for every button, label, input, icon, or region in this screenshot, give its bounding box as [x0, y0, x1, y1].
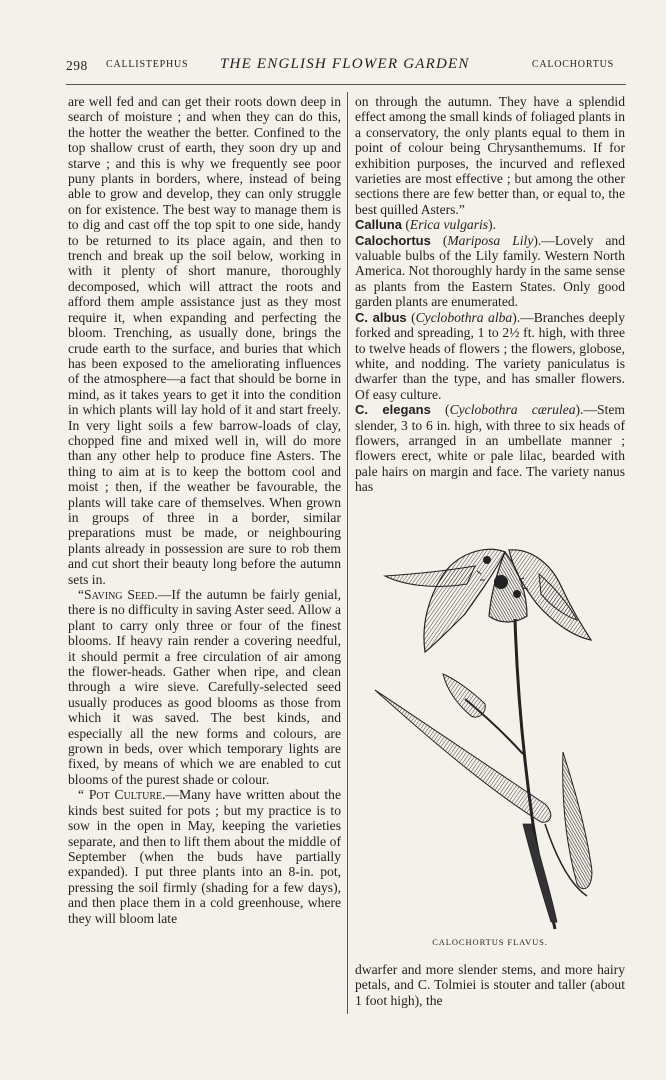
entry-synonym: Erica vulgaris [409, 217, 489, 233]
entry-heading: Calochortus [355, 232, 431, 248]
entry-text: ).—Lovely and valuable bulbs of the Lily family. Western North America. Not thoroughly hardy in the same sense as plants from the Eastern States. Only good garden plants are enumerated. [355, 232, 625, 310]
entry-synonym: Cyclobothra cærulea [449, 402, 576, 418]
figure-caption: CALOCHORTUS FLAVUS. [432, 937, 548, 947]
entry-heading: C. albus [355, 309, 407, 325]
header-rule [66, 84, 626, 85]
entry-synonym: Cyclobothra alba [415, 309, 513, 325]
right-column-bottom [355, 962, 625, 1008]
running-head [66, 56, 626, 76]
entry-text: ).—Branches deeply forked and spreading, 1 to 2½ ft. high, with three to twelve heads of flowers ; the flowers, globose, white, and nodding. The variety paniculatus is dwarfer than the type, and has smaller flowers. Of easy culture. [355, 309, 625, 402]
left-column [68, 94, 341, 926]
section-heading: “ Pot Culture. [78, 787, 166, 803]
book-title: THE ENGLISH FLOWER GARDEN [220, 56, 470, 72]
paragraph: are well fed and can get their roots down deep in search of moisture ; and when they can do this, the hotter the weather the better. Confined to the top shallow crust of earth, they soon dry up and starve ; and this is why we frequently see poor puny plants in borders, where, instead of being able to grow and develop, they can only struggle on for existence. The best way to manage them is to dig and cast off the top spit to one side, handy to be returned to its place again, and then to trench and break up the soil below, working in with it plenty of short manure, thoroughly decomposed, which will attract the roots and afford them ample assistance just as they most require it, when expanding and perfecting the bloom. Trenching, as usually done, brings the crude earth to the surface, and buries that which has been exposed to the ameliorating influences of the atmosphere—a fact that should be borne in mind, as it takes years to get it into the condition in which plants will lay hold of it and start freely. In very light soils a few barrow-loads of clay, chopped fine and mixed well in, will do more than any other help to produce fine Asters. The thing to aim at is to keep the bottom cool and moist ; then, if the weather be favourable, the plants will take care of themselves. When grown in groups of three in a border, similar preparations must be made, or neighbouring plants already in possession are sure to rob them and cut short their beauty long before the autumn sets in. [68, 94, 341, 587]
paragraph: dwarfer and more slender stems, and more hairy petals, and C. Tolmiei is stouter and taller (about 1 foot high), the [355, 962, 625, 1008]
page-number: 298 [66, 58, 88, 73]
entry-text: ).—Stem slender, 3 to 6 in. high, with three to six heads of flowers, arranged in an umbellate manner ; flowers erect, white or pale lilac, bearded with pale hairs on margin and face. The variety nanus has [355, 402, 625, 495]
entry-synonym: Mariposa Lily [447, 232, 534, 248]
entry-albus: C. albus (Cyclobothra alba).—Branches deeply forked and spreading, 1 to 2½ ft. high, with three to twelve heads of flowers ; the flowers, globose, white, and nodding. The variety paniculatus is dwarfer than the type, and has smaller flowers. Of easy culture. [355, 309, 625, 402]
entry-calluna: Calluna (Erica vulgaris). [355, 217, 497, 233]
right-column-top [355, 94, 625, 495]
entry-heading: Calluna [355, 217, 402, 233]
paragraph-text: —Many have written about the kinds best suited for pots ; but my practice is to sow in the open in May, keeping the varieties separate, and then to lift them about the middle of September (when the buds have partially expanded). I put three plants into an 8-in. pot, pressing the soil firmly (shading for a few days), and then place them in a cold greenhouse, where they will bloom late [68, 787, 341, 926]
paragraph-text: —If the autumn be fairly genial, there is no difficulty in saving Aster seed. Allow a plant to carry only three or four of the finest blooms. If heavy rain render a covering needful, it should permit a free circulation of air among the flower-heads. Gather when ripe, and clean through a wire sieve. Carefully-selected seed usually produces as good blooms as those from which it was saved. The best kinds, and especially all the new forms and colours, are grown in beds, over which temporary lights are fixed, by means of which we are enabled to cut blooms of the purest shade or colour. [68, 587, 341, 787]
entry-calochortus: Calochortus (Mariposa Lily).—Lovely and valuable bulbs of the Lily family. Western North America. Not thoroughly hardy in the same sense as plants from the Eastern States. Only good garden plants are enumerated. [355, 232, 625, 310]
calochortus-flavus-illustration [355, 524, 625, 934]
entry-heading: C. elegans [355, 402, 431, 418]
section-heading: “Saving Seed. [78, 587, 158, 602]
entry-elegans: C. elegans (Cyclobothra cærulea).—Stem slender, 3 to 6 in. high, with three to six heads of flowers, arranged in an umbellate manner ; flowers erect, white or pale lilac, bearded with pale hairs on margin and face. The variety nanus has [355, 402, 625, 495]
running-head-left: CALLISTEPHUS [106, 59, 189, 70]
saving-seed-paragraph [68, 587, 341, 787]
pot-culture-paragraph [68, 787, 341, 926]
running-head-right: CALOCHORTUS [531, 59, 614, 70]
column-divider [347, 92, 348, 1014]
paragraph: on through the autumn. They have a splendid effect among the small kinds of foliaged plants in a conservatory, the only plants equal to them in point of colour being Chrysanthemums. If for exhibition purposes, the incurved and reflexed varieties are most effective ; but among the other sections there are few better than, or equal to, the best quilled Asters.” [355, 94, 625, 217]
